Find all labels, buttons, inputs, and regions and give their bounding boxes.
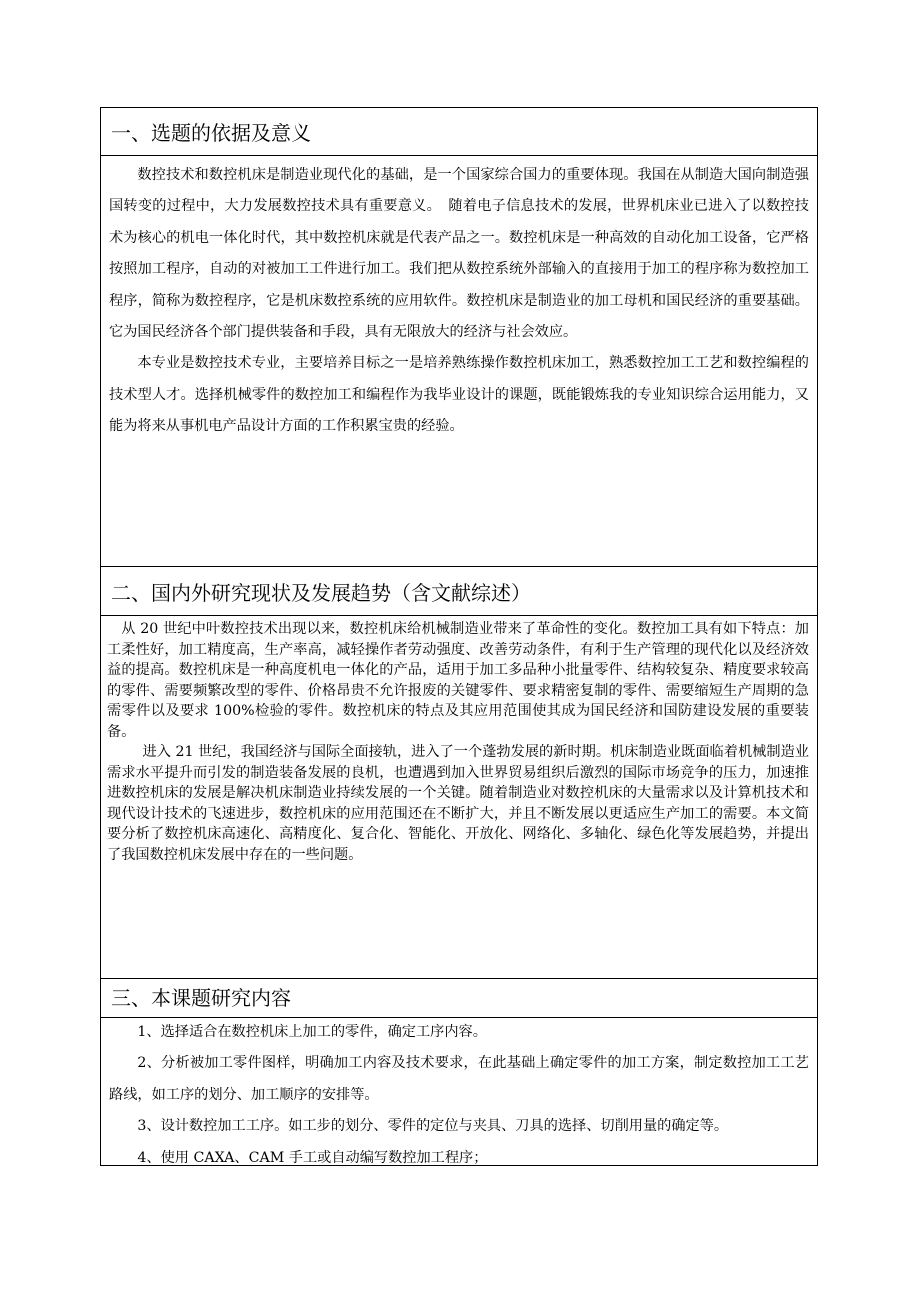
- research-item: 3、设计数控加工工序。如工步的划分、零件的定位与夹具、刀具的选择、切削用量的确定等。: [137, 1118, 729, 1135]
- section-divider: [101, 615, 817, 616]
- section-divider: [101, 566, 817, 567]
- section-2-body: [107, 619, 809, 865]
- section-3-body: [109, 1017, 809, 1174]
- section-divider: [101, 978, 817, 979]
- research-item: 2、分析被加工零件图样，明确加工内容及技术要求，在此基础上确定零件的加工方案，制定数控加工工艺路线，如工序的划分、加工顺序的安排等。: [109, 1055, 809, 1103]
- section-1-heading: 一、选题的依据及意义: [111, 121, 311, 145]
- section-1-paragraph: 本专业是数控技术专业，主要培养目标之一是培养熟练操作数控机床加工，熟悉数控加工工艺和数控编程的技术型人才。选择机械零件的数控加工和编程作为我毕业设计的课题，既能锻炼我的专业知识综合运用能力，又能为将来从事机电产品设计方面的工作积累宝贵的经验。: [109, 355, 809, 435]
- section-2-heading: 二、国内外研究现状及发展趋势（含文献综述）: [111, 581, 531, 605]
- section-1-body: [109, 160, 809, 443]
- section-2-paragraph: 进入 21 世纪，我国经济与国际全面接轨，进入了一个蓬勃发展的新时期。机床制造业既面临着机械制造业需求水平提升而引发的制造装备发展的良机，也遭遇到加入世界贸易组织后激烈的国际市场竞争的压力，加速推进数控机床的发展是解决机床制造业持续发展的一个关键。随着制造业对数控机床的大量需求以及计算机技术和现代设计技术的飞速进步，数控机床的应用范围还在不断扩大，并且不断发展以更适应生产加工的需要。本文简要分析了数控机床高速化、高精度化、复合化、智能化、开放化、网络化、多轴化、绿色化等发展趋势，并提出了我国数控机床发展中存在的一些问题。: [107, 744, 809, 863]
- section-divider: [101, 155, 817, 156]
- section-1-paragraph: 数控技术和数控机床是制造业现代化的基础，是一个国家综合国力的重要体现。我国在从制造大国向制造强国转变的过程中，大力发展数控技术具有重要意义。 随着电子信息技术的发展，世界机床业已进入了以数控技术为核心的机电一体化时代，其中数控机床就是代表产品之一。数控机床是一种高效的自动化加工设备，它严格按照加工程序，自动的对被加工工件进行加工。我们把从数控系统外部输入的直接用于加工的程序称为数控加工程序，简称为数控程序，它是机床数控系统的应用软件。数控机床是制造业的加工母机和国民经济的重要基础。它为国民经济各个部门提供装备和手段，具有无限放大的经济与社会效应。: [109, 167, 809, 341]
- report-table: [100, 107, 818, 1166]
- research-item: 1、选择适合在数控机床上加工的零件，确定工序内容。: [137, 1024, 487, 1040]
- section-3-heading: 三、本课题研究内容: [111, 986, 291, 1010]
- section-2-paragraph: 从 20 世纪中叶数控技术出现以来，数控机床给机械制造业带来了革命性的变化。数控加工具有如下特点：加工柔性好，加工精度高，生产率高，减轻操作者劳动强度、改善劳动条件，有利于生产管理的现代化以及经济效益的提高。数控机床是一种高度机电一体化的产品，适用于加工多品种小批量零件、结构较复杂、精度要求较高的零件、需要频繁改型的零件、价格昂贵不允许报废的关键零件、要求精密复制的零件、需要缩短生产周期的急需零件以及要求 100%检验的零件。数控机床的特点及其应用范围使其成为国民经济和国防建设发展的重要装备。: [107, 621, 809, 740]
- research-item: 4、使用 CAXA、CAM 手工或自动编写数控加工程序；: [137, 1149, 488, 1166]
